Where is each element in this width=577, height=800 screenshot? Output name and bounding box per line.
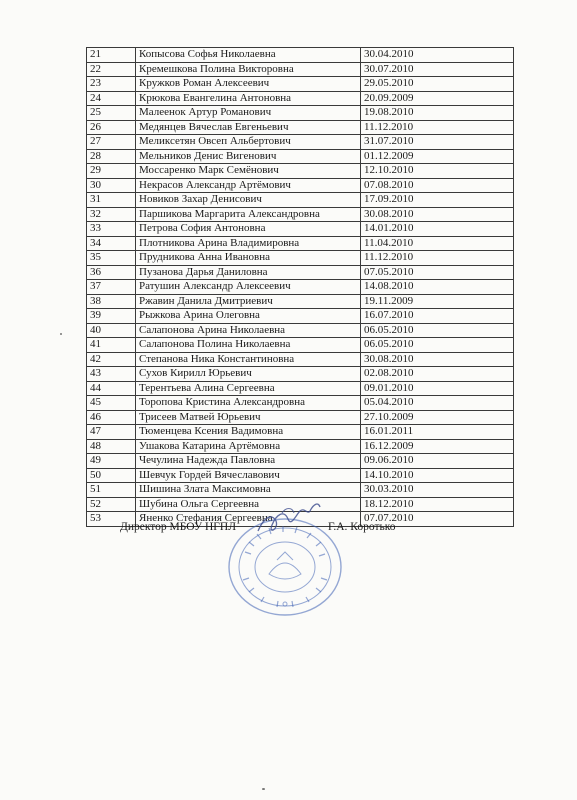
- row-number: 38: [87, 294, 136, 309]
- birth-date: 11.12.2010: [361, 251, 514, 266]
- student-name: Кремешкова Полина Викторовна: [136, 62, 361, 77]
- student-name: Терентьева Алина Сергеевна: [136, 381, 361, 396]
- student-name: Шубина Ольга Сергеевна: [136, 497, 361, 512]
- table-row: [87, 280, 514, 295]
- student-name: Пузанова Дарья Даниловна: [136, 265, 361, 280]
- birth-date: 16.12.2009: [361, 439, 514, 454]
- birth-date: 07.05.2010: [361, 265, 514, 280]
- table-row: [87, 483, 514, 498]
- row-number: 50: [87, 468, 136, 483]
- row-number: 49: [87, 454, 136, 469]
- table-row: [87, 352, 514, 367]
- row-number: 23: [87, 77, 136, 92]
- student-name: Трисеев Матвей Юрьевич: [136, 410, 361, 425]
- table-row: [87, 120, 514, 135]
- table-row: [87, 454, 514, 469]
- birth-date: 11.04.2010: [361, 236, 514, 251]
- student-name: Салапонова Полина Николаевна: [136, 338, 361, 353]
- birth-date: 09.06.2010: [361, 454, 514, 469]
- student-name: Новиков Захар Денисович: [136, 193, 361, 208]
- table-row: [87, 77, 514, 92]
- birth-date: 14.10.2010: [361, 468, 514, 483]
- student-name: Торопова Кристина Александровна: [136, 396, 361, 411]
- birth-date: 01.12.2009: [361, 149, 514, 164]
- table-row: [87, 178, 514, 193]
- row-number: 37: [87, 280, 136, 295]
- student-name: Шевчук Гордей Вячеславович: [136, 468, 361, 483]
- row-number: 32: [87, 207, 136, 222]
- table-row: [87, 149, 514, 164]
- table-row: [87, 323, 514, 338]
- student-name: Салапонова Арина Николаевна: [136, 323, 361, 338]
- student-name: Степанова Ника Константиновна: [136, 352, 361, 367]
- birth-date: 30.03.2010: [361, 483, 514, 498]
- student-name: Мельников Денис Вигенович: [136, 149, 361, 164]
- row-number: 21: [87, 48, 136, 63]
- row-number: 30: [87, 178, 136, 193]
- birth-date: 27.10.2009: [361, 410, 514, 425]
- student-name: Медянцев Вячеслав Евгеньевич: [136, 120, 361, 135]
- table-row: [87, 222, 514, 237]
- row-number: 27: [87, 135, 136, 150]
- row-number: 31: [87, 193, 136, 208]
- table-row: [87, 207, 514, 222]
- row-number: 22: [87, 62, 136, 77]
- student-name: Ушакова Катарина Артёмовна: [136, 439, 361, 454]
- birth-date: 18.12.2010: [361, 497, 514, 512]
- scan-speck: [262, 788, 265, 790]
- birth-date: 31.07.2010: [361, 135, 514, 150]
- table-row: [87, 381, 514, 396]
- birth-date: 20.09.2009: [361, 91, 514, 106]
- row-number: 43: [87, 367, 136, 382]
- row-number: 52: [87, 497, 136, 512]
- row-number: 33: [87, 222, 136, 237]
- row-number: 26: [87, 120, 136, 135]
- student-name: Яненко Стефания Сергеевна: [136, 512, 361, 527]
- birth-date: 19.08.2010: [361, 106, 514, 121]
- row-number: 25: [87, 106, 136, 121]
- birth-date: 11.12.2010: [361, 120, 514, 135]
- table-row: [87, 425, 514, 440]
- table-row: [87, 396, 514, 411]
- row-number: 29: [87, 164, 136, 179]
- birth-date: 07.08.2010: [361, 178, 514, 193]
- student-name: Кружков Роман Алексеевич: [136, 77, 361, 92]
- birth-date: 30.07.2010: [361, 62, 514, 77]
- birth-date: 19.11.2009: [361, 294, 514, 309]
- birth-date: 12.10.2010: [361, 164, 514, 179]
- table-row: [87, 62, 514, 77]
- table-row: [87, 164, 514, 179]
- row-number: 48: [87, 439, 136, 454]
- student-name: Моссаренко Марк Семёнович: [136, 164, 361, 179]
- table-row: [87, 309, 514, 324]
- row-number: 24: [87, 91, 136, 106]
- row-number: 46: [87, 410, 136, 425]
- director-signature: [252, 503, 332, 543]
- row-number: 41: [87, 338, 136, 353]
- student-name: Паршикова Маргарита Александровна: [136, 207, 361, 222]
- table-row: [87, 193, 514, 208]
- table-row: [87, 265, 514, 280]
- student-name: Прудникова Анна Ивановна: [136, 251, 361, 266]
- birth-date: 02.08.2010: [361, 367, 514, 382]
- student-name: Сухов Кирилл Юрьевич: [136, 367, 361, 382]
- student-name: Крюкова Евангелина Антоновна: [136, 91, 361, 106]
- row-number: 53: [87, 512, 136, 527]
- birth-date: 30.08.2010: [361, 207, 514, 222]
- table-row: [87, 251, 514, 266]
- student-name: Меликсетян Овсеп Альбертович: [136, 135, 361, 150]
- birth-date: 30.08.2010: [361, 352, 514, 367]
- student-name: Копысова Софья Николаевна: [136, 48, 361, 63]
- student-name: Тюменцева Ксения Вадимовна: [136, 425, 361, 440]
- student-name: Рыжкова Арина Олеговна: [136, 309, 361, 324]
- student-name: Шишина Злата Максимовна: [136, 483, 361, 498]
- birth-date: 07.07.2010: [361, 512, 514, 527]
- student-name: Ржавин Данила Дмитриевич: [136, 294, 361, 309]
- scan-speck: [60, 333, 62, 335]
- table-row: [87, 410, 514, 425]
- row-number: 42: [87, 352, 136, 367]
- birth-date: 29.05.2010: [361, 77, 514, 92]
- row-number: 36: [87, 265, 136, 280]
- row-number: 40: [87, 323, 136, 338]
- birth-date: 14.01.2010: [361, 222, 514, 237]
- birth-date: 30.04.2010: [361, 48, 514, 63]
- row-number: 45: [87, 396, 136, 411]
- birth-date: 06.05.2010: [361, 338, 514, 353]
- student-name: Ратушин Александр Алексеевич: [136, 280, 361, 295]
- table-row: [87, 236, 514, 251]
- director-name: Г.А. Коротько: [328, 521, 396, 533]
- table-row: [87, 367, 514, 382]
- row-number: 35: [87, 251, 136, 266]
- row-number: 51: [87, 483, 136, 498]
- table-row: [87, 91, 514, 106]
- birth-date: 06.05.2010: [361, 323, 514, 338]
- table-row: [87, 135, 514, 150]
- birth-date: 05.04.2010: [361, 396, 514, 411]
- birth-date: 14.08.2010: [361, 280, 514, 295]
- row-number: 44: [87, 381, 136, 396]
- table-row: [87, 468, 514, 483]
- row-number: 47: [87, 425, 136, 440]
- table-row: [87, 48, 514, 63]
- birth-date: 16.01.2011: [361, 425, 514, 440]
- row-number: 34: [87, 236, 136, 251]
- table-row: [87, 439, 514, 454]
- table-row: [87, 338, 514, 353]
- roster-table-body: [87, 48, 514, 527]
- birth-date: 09.01.2010: [361, 381, 514, 396]
- student-name: Малеенок Артур Романович: [136, 106, 361, 121]
- row-number: 28: [87, 149, 136, 164]
- birth-date: 17.09.2010: [361, 193, 514, 208]
- student-name: Чечулина Надежда Павловна: [136, 454, 361, 469]
- student-name: Некрасов Александр Артёмович: [136, 178, 361, 193]
- birth-date: 16.07.2010: [361, 309, 514, 324]
- table-row: [87, 106, 514, 121]
- student-name: Плотникова Арина Владимировна: [136, 236, 361, 251]
- table-row: [87, 294, 514, 309]
- row-number: 39: [87, 309, 136, 324]
- student-roster-table: [86, 47, 514, 527]
- director-title: Директор МБОУ НГПЛ: [120, 521, 237, 533]
- student-name: Петрова София Антоновна: [136, 222, 361, 237]
